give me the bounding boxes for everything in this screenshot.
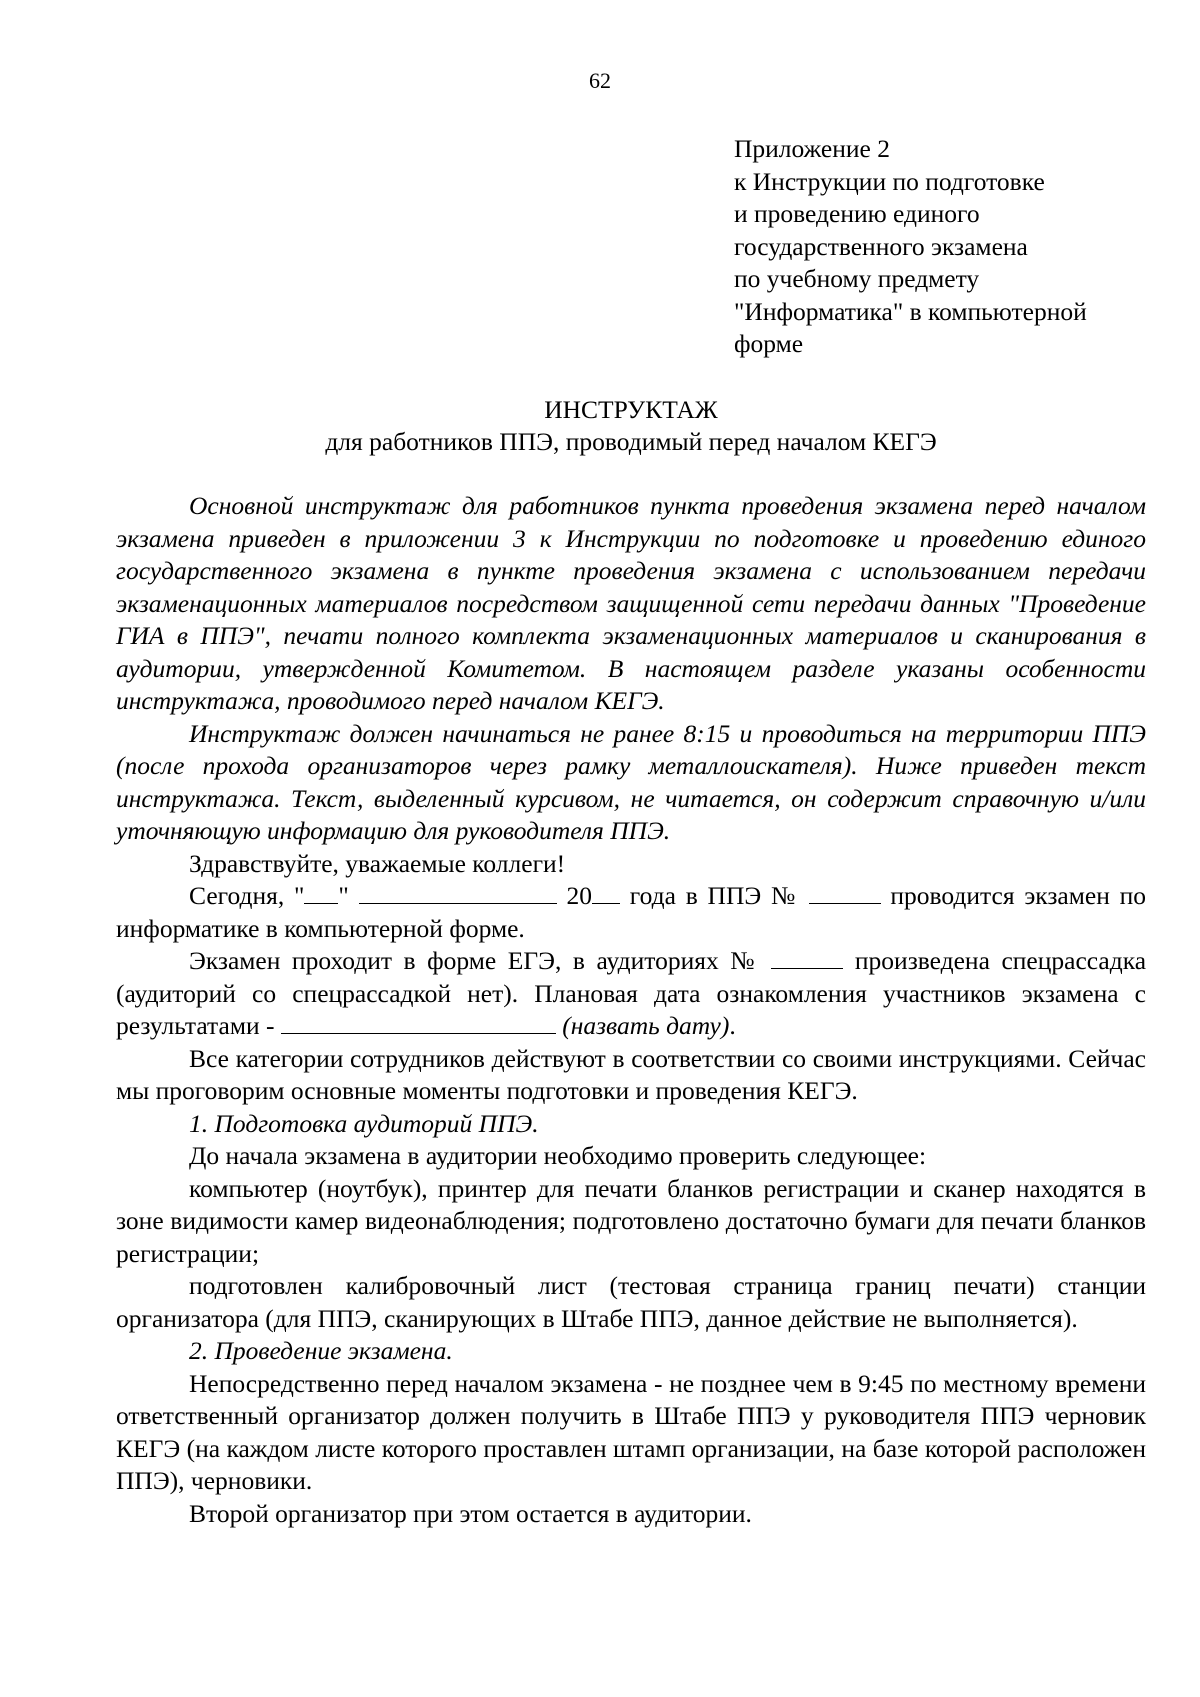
period: . — [729, 1011, 736, 1040]
appendix-line: по учебному предмету — [734, 264, 980, 293]
second-organizer-paragraph: Второй организатор при этом остается в аудитории. — [189, 1498, 752, 1528]
rooms-blank — [771, 948, 843, 969]
page-number: 62 — [589, 68, 611, 93]
result-date-blank — [281, 1013, 556, 1034]
rooms-text: Экзамен проходит в форме ЕГЭ, в аудиториях № — [189, 946, 760, 975]
seating-text: произведена спецрассадка (аудиторий со спецрассадкой нет). Плановая дата ознакомления участников экзамена с результатами - — [116, 946, 1147, 1040]
document-title: ИНСТРУКТАЖ — [544, 395, 718, 424]
draft-paragraph: Непосредственно перед началом экзамена - не позднее чем в 9:45 по местному времени ответственный организатор должен получить в Штабе ППЭ у руководителя ППЭ черновик КЕГЭ (на каждом листе которого проставлен штамп организации, на базе которой расположен ППЭ), черновики. — [116, 1368, 1146, 1495]
section-heading-exam: 2. Проведение экзамена. — [189, 1336, 453, 1365]
ppe-number-blank — [809, 883, 881, 904]
appendix-line: государственного экзамена — [734, 231, 1028, 261]
staff-paragraph: Все категории сотрудников действуют в соответствии со своими инструкциями. Сейчас мы проговорим основные моменты подготовки и проведения КЕГЭ. — [116, 1043, 1146, 1105]
date-text-start: Сегодня, " — [189, 881, 305, 910]
intro-paragraph: Основной инструктаж для работников пункта проведения экзамена перед началом экзамена приведен в приложении 3 к Инструкции по подготовке и проведению единого государственного экзамена в пункте проведения экзамена с использованием передачи экзаменационных материалов посредством защищенной сети передачи данных "Проведение ГИА в ППЭ", печати полного комплекта экзаменационных материалов и сканирования в аудитории, утвержденной Комитетом. В настоящем разделе указаны особенности инструктажа, проводимого перед началом КЕГЭ. — [116, 491, 1146, 715]
exam-form-paragraph — [116, 945, 1146, 1043]
year-blank — [592, 883, 620, 904]
document-subtitle: для работников ППЭ, проводимый перед началом КЕГЭ — [325, 427, 937, 456]
check-intro-paragraph: До начала экзамена в аудитории необходимо проверить следующее: — [189, 1141, 927, 1170]
date-quote-close: " — [338, 881, 349, 910]
century-text: 20 — [566, 881, 592, 910]
calibration-paragraph: подготовлен калибровочный лист (тестовая страница границ печати) станции организатора (для ППЭ, сканирующих в Штабе ППЭ, данное действие не выполняется). — [116, 1271, 1146, 1333]
equipment-paragraph: компьютер (ноутбук), принтер для печати бланков регистрации и сканер находятся в зоне видимости камер видеонаблюдения; подготовлено достаточно бумаги для печати бланков регистрации; — [116, 1173, 1146, 1268]
exam-text: проводится экзамен по информатике в компьютерной форме. — [116, 881, 1147, 943]
date-paragraph — [116, 880, 1146, 945]
document-body — [116, 490, 1146, 1530]
day-blank — [304, 883, 338, 904]
appendix-line: и проведению единого — [734, 199, 980, 228]
ppe-number-text: года в ППЭ № — [629, 881, 799, 910]
appendix-line: Приложение 2 — [734, 134, 890, 163]
appendix-line: к Инструкции по подготовке — [734, 166, 1045, 196]
appendix-reference — [734, 133, 1174, 361]
appendix-line: "Информатика" в компьютерной — [734, 296, 1087, 326]
document-heading — [0, 394, 1200, 458]
appendix-line: форме — [734, 329, 804, 358]
greeting-paragraph: Здравствуйте, уважаемые коллеги! — [189, 848, 566, 878]
name-date-note: (назвать дату) — [562, 1011, 730, 1040]
briefing-note-paragraph: Инструктаж должен начинаться не ранее 8:15 и проводиться на территории ППЭ (после прохода организаторов через рамку металлоискателя). Ниже приведен текст инструктажа. Текст, выделенный курсивом, не читается, он содержит справочную и/или уточняющую информацию для руководителя ППЭ. — [116, 718, 1146, 845]
month-blank — [359, 883, 557, 904]
section-heading-preparation: 1. Подготовка аудиторий ППЭ. — [189, 1108, 539, 1138]
